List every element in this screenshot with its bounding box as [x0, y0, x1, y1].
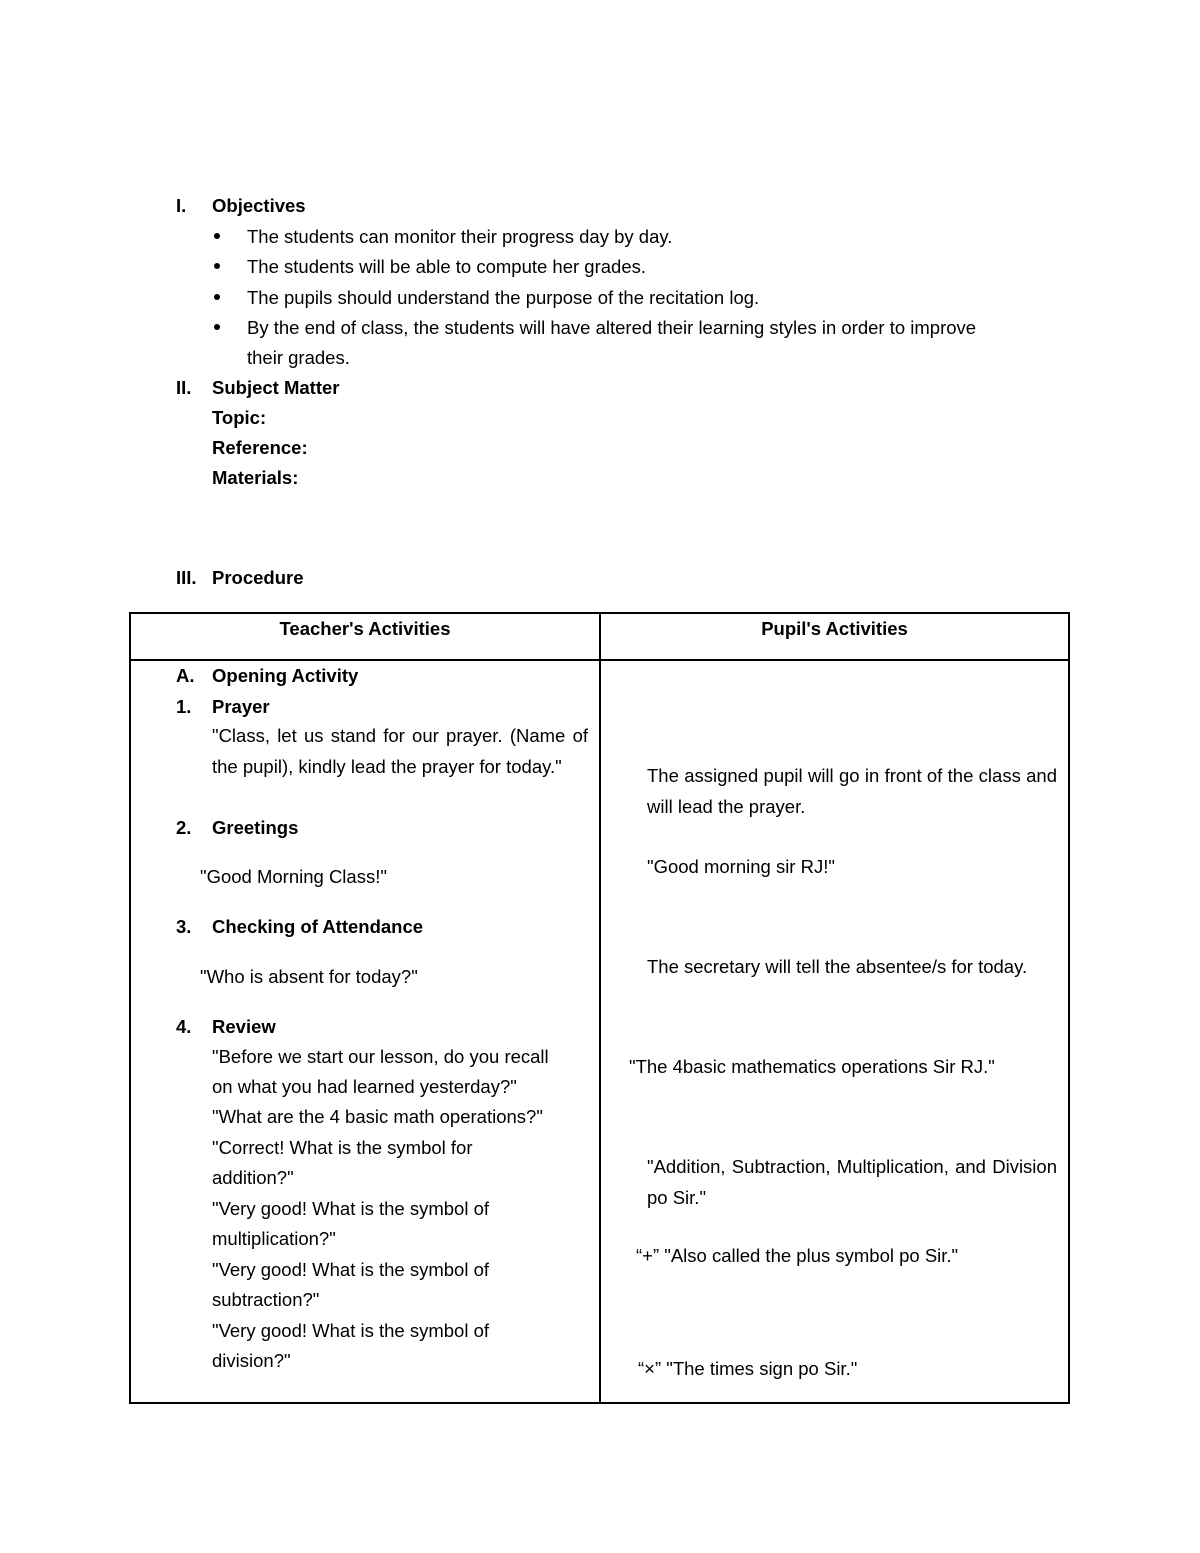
objective-item-continued: their grades. [247, 347, 350, 368]
section-3-title: Procedure [212, 567, 304, 588]
greetings-pupil-text: "Good morning sir RJ!" [647, 856, 835, 877]
section-2-numeral: II. [176, 377, 192, 398]
bullet-icon [214, 324, 220, 330]
review-pupil-list: "Addition, Subtraction, Multiplication, and Division po Sir." [647, 1156, 1057, 1208]
section-1-numeral: I. [176, 195, 187, 216]
section-2-title: Subject Matter [212, 377, 340, 398]
review-pupil-operations: "The 4basic mathematics operations Sir RJ." [629, 1056, 995, 1077]
objective-item: The students can monitor their progress day by day. [247, 226, 673, 247]
table-border-left [129, 612, 131, 1404]
review-teacher-line: multiplication?" [212, 1228, 336, 1249]
prayer-title: Prayer [212, 696, 270, 717]
section-1-title: Objectives [212, 195, 306, 216]
attendance-teacher-text: "Who is absent for today?" [200, 966, 418, 987]
objective-item: The pupils should understand the purpose of the recitation log. [247, 287, 760, 308]
topic-label: Topic: [212, 407, 267, 428]
review-teacher-line: "Before we start our lesson, do you recall [212, 1046, 549, 1067]
prayer-teacher-text: "Class, let us stand for our prayer. (Name of the pupil), kindly lead the prayer for today." [212, 725, 588, 777]
review-teacher-line: division?" [212, 1350, 291, 1371]
review-pupil-plus: “+” "Also called the plus symbol po Sir." [636, 1245, 959, 1266]
review-teacher-line: "Very good! What is the symbol of [212, 1198, 490, 1219]
review-teacher-line: addition?" [212, 1167, 294, 1188]
prayer-pupil-text: The assigned pupil will go in front of the class and will lead the prayer. [647, 765, 1057, 817]
section-3-numeral: III. [176, 567, 197, 588]
attendance-pupil-text: The secretary will tell the absentee/s for today. [647, 956, 1028, 977]
bullet-icon [214, 294, 220, 300]
table-column-divider [599, 612, 601, 1404]
review-teacher-line: subtraction?" [212, 1289, 320, 1310]
attendance-title: Checking of Attendance [212, 916, 424, 937]
header-teacher-activities: Teacher's Activities [279, 618, 451, 639]
greetings-title: Greetings [212, 817, 299, 838]
reference-label: Reference: [212, 437, 308, 458]
attendance-marker: 3. [176, 916, 192, 937]
bullet-icon [214, 263, 220, 269]
header-pupil-activities: Pupil's Activities [761, 618, 908, 639]
materials-label: Materials: [212, 467, 299, 488]
review-teacher-line: on what you had learned yesterday?" [212, 1076, 517, 1097]
review-pupil-times: “×” "The times sign po Sir." [638, 1358, 858, 1379]
opening-activity-marker: A. [176, 665, 195, 686]
review-teacher-line: "Correct! What is the symbol for [212, 1137, 473, 1158]
table-border-right [1068, 612, 1070, 1404]
review-marker: 4. [176, 1016, 192, 1037]
objective-item: By the end of class, the students will have altered their learning styles in order to improve [247, 317, 977, 338]
greetings-marker: 2. [176, 817, 192, 838]
prayer-marker: 1. [176, 696, 192, 717]
opening-activity-title: Opening Activity [212, 665, 359, 686]
review-teacher-line: "What are the 4 basic math operations?" [212, 1106, 543, 1127]
bullet-icon [214, 233, 220, 239]
review-teacher-line: "Very good! What is the symbol of [212, 1320, 490, 1341]
review-teacher-line: "Very good! What is the symbol of [212, 1259, 490, 1280]
review-title: Review [212, 1016, 276, 1037]
greetings-teacher-text: "Good Morning Class!" [200, 866, 387, 887]
objective-item: The students will be able to compute her grades. [247, 256, 647, 277]
